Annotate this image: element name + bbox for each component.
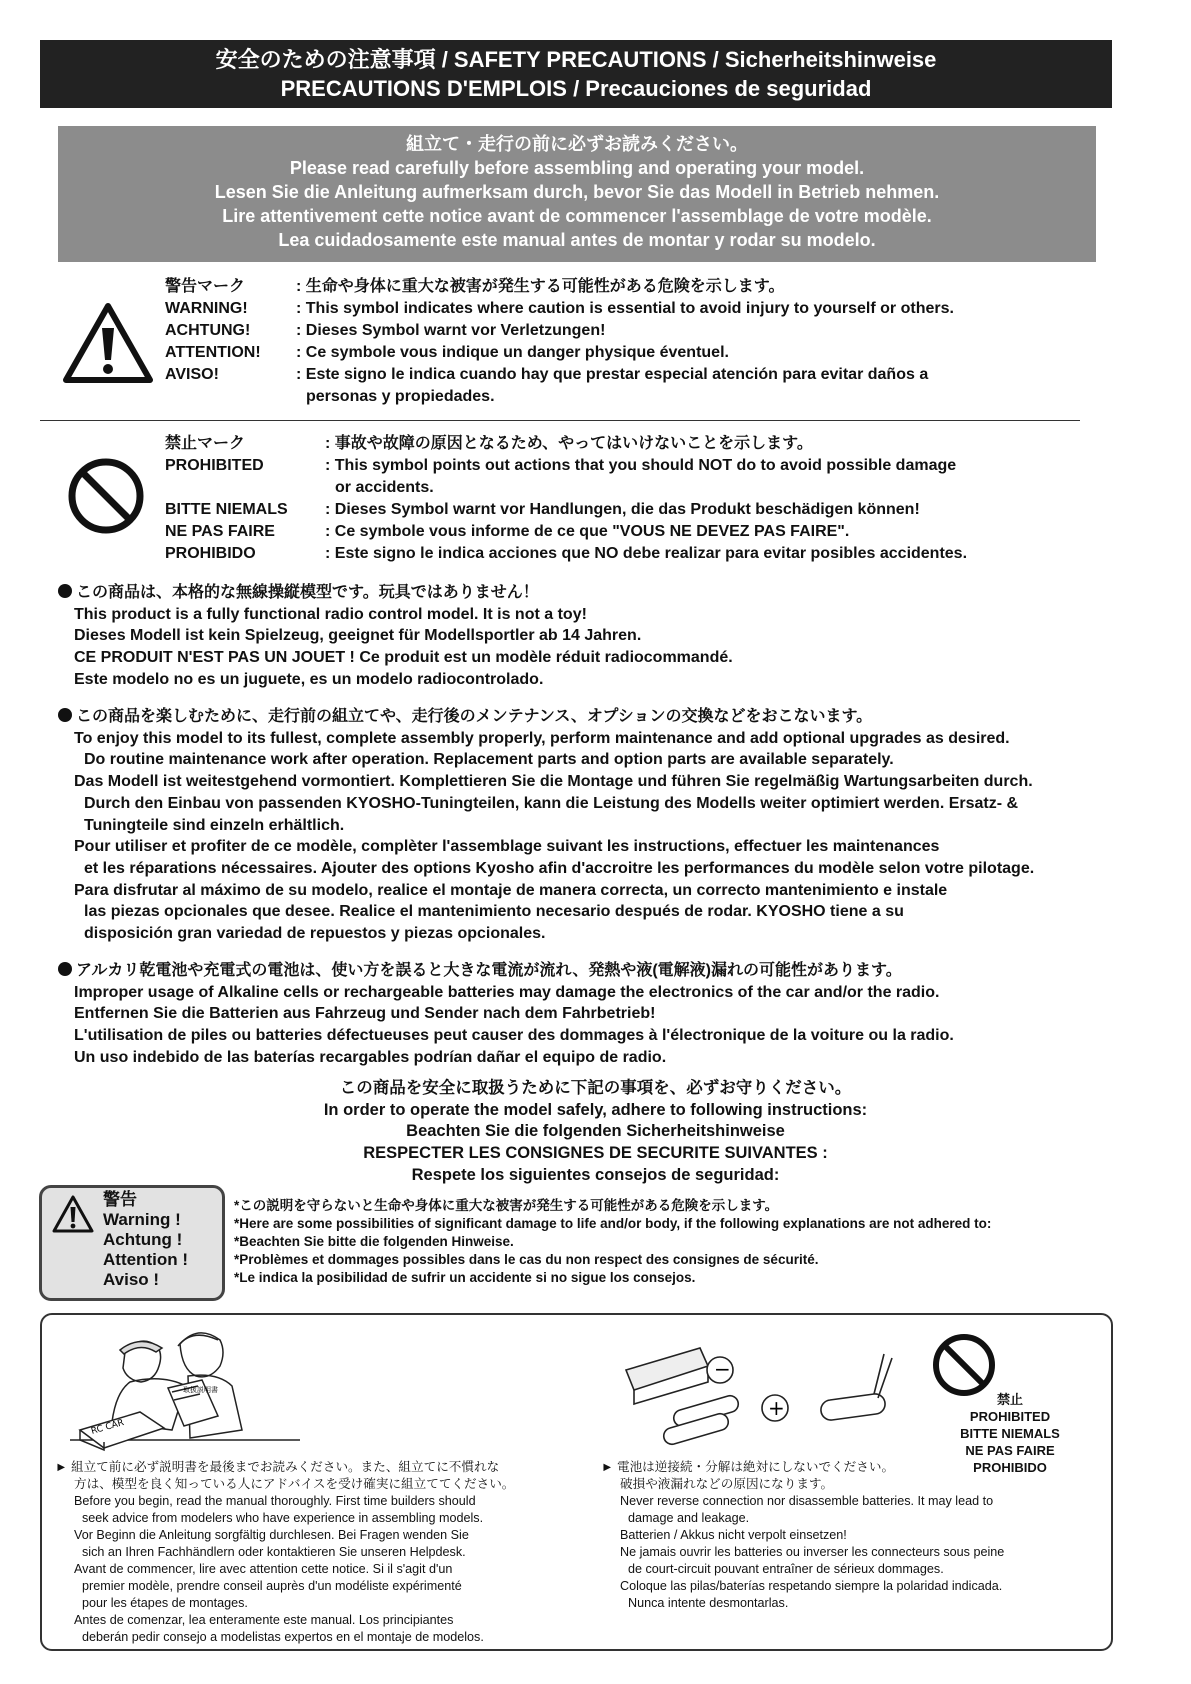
box-label: RC CAR xyxy=(90,1417,126,1437)
warning-mark-section xyxy=(0,276,1191,406)
bottom-right-line: Coloque las pilas/baterías respetando siempre la polaridad indicada. xyxy=(620,1579,1003,1593)
bullet-line: Pour utiliser et profiter de ce modèle, complèter l'assemblage suivant les instructions, effectuer les maintenances xyxy=(74,838,940,856)
instructions-line: この商品を安全に取扱うために下記の事項を、必ずお守りください。 xyxy=(339,1079,852,1097)
bottom-left-line: sich an Ihren Fachhändlern oder kontaktieren Sie unseren Helpdesk. xyxy=(82,1545,466,1559)
warning-box xyxy=(39,1185,225,1301)
prohibited-mark-section xyxy=(0,433,1191,563)
section-divider xyxy=(40,420,1080,421)
bullet-dot-icon xyxy=(58,584,72,598)
prohibited-label: 禁止マーク xyxy=(165,435,246,452)
warning-box-label: 警告 xyxy=(103,1190,137,1209)
warning-text: : Este signo le indica cuando hay que prestar especial atención para evitar daños a xyxy=(296,366,929,383)
bottom-left-line: premier modèle, prendre conseil auprès d'un modéliste expérimenté xyxy=(82,1579,462,1593)
bullet-line: アルカリ乾電池や充電式の電池は、使い方を誤ると大きな電流が流れ、発熱や液(電解液)漏れの可能性があります。 xyxy=(76,962,902,979)
bottom-right-line: Batterien / Akkus nicht verpolt einsetzen! xyxy=(620,1528,847,1542)
prohibited-text: : This symbol points out actions that you should NOT do to avoid possible damage xyxy=(325,457,957,474)
bullet-line: Das Modell ist weitestgehend vormontiert. Komplettieren Sie die Montage und führen Sie regelmäßig Wartungsarbeiten durch. xyxy=(74,773,1033,791)
bottom-right-line: Nunca intente desmontarlas. xyxy=(628,1596,789,1610)
bullet-line: Dieses Modell ist kein Spielzeug, geeignet für Modellsportler ab 14 Jahren. xyxy=(74,627,642,645)
prohibited-text: or accidents. xyxy=(335,479,434,496)
bullet-line: この商品を楽しむために、走行前の組立てや、走行後のメンテナンス、オプションの交換などをおこないます。 xyxy=(76,708,873,725)
bullet-line: las piezas opcionales que desee. Realice el mantenimiento necesario después de rodar. KYOSHO tiene a su xyxy=(84,903,904,921)
bullet-line: disposición gran variedad de repuestos y piezas opcionales. xyxy=(84,925,546,943)
bullet-line: Tuningteile sind einzeln erhältlich. xyxy=(84,816,345,834)
prohibited-label: PROHIBITED xyxy=(969,1409,1051,1424)
minus-sign: − xyxy=(714,1357,731,1381)
bullet-line: L'utilisation de piles ou batteries défectueuses peut causer des dommages à l'électronique de la voiture ou la radio. xyxy=(74,1027,954,1045)
warning-box-text: *Problèmes et dommages possibles dans le cas du non respect des consignes de sécurité. xyxy=(234,1252,819,1267)
warning-label: WARNING! xyxy=(165,300,248,317)
warning-label: ACHTUNG! xyxy=(165,322,251,339)
warning-text: personas y propiedades. xyxy=(306,388,495,405)
warning-box-label: Attention ! xyxy=(103,1250,188,1269)
instructions-line: Respete los siguientes consejos de seguridad: xyxy=(411,1165,780,1184)
bullet-line: CE PRODUIT N'EST PAS UN JOUET ! Ce produit est un modèle réduit radiocommandé. xyxy=(74,649,733,667)
bullet-line: この商品は、本格的な無線操縦模型です。玩具ではありません！ xyxy=(76,584,539,601)
arrow-right-icon: ► xyxy=(55,1460,68,1474)
bottom-left-line: deberán pedir consejo a modelistas expertos en el montaje de modelos. xyxy=(82,1630,484,1644)
intro-line: 組立て・走行の前に必ずお読みください。 xyxy=(406,134,748,154)
warning-triangle-icon xyxy=(51,1194,95,1234)
bullet-line: Entfernen Sie die Batterien aus Fahrzeug und Sender nach dem Fahrbetrieb! xyxy=(74,1005,656,1023)
warning-label: ATTENTION! xyxy=(165,344,261,361)
warning-box-text: *Le indica la posibilidad de sufrir un accidente si no sigue los consejos. xyxy=(234,1270,696,1285)
bullet-line: Este modelo no es un juguete, es un modelo radiocontrolado. xyxy=(74,670,544,688)
instructions-heading xyxy=(0,1078,1191,1187)
intro-line: Lesen Sie die Anleitung aufmerksam durch, bevor Sie das Modell in Betrieb nehmen. xyxy=(214,182,940,202)
bottom-right-line: Ne jamais ouvrir les batteries ou inverser les connecteurs sous peine xyxy=(620,1545,1005,1559)
prohibited-icon xyxy=(930,1331,998,1399)
bullet-not-a-toy xyxy=(58,582,733,691)
book-label: 取扱説明書 xyxy=(183,1386,218,1394)
prohibited-label: BITTE NIEMALS xyxy=(960,1426,1060,1441)
intro-line: Lire attentivement cette notice avant de commencer l'assemblage de votre modèle. xyxy=(222,206,932,226)
bullet-line: Do routine maintenance work after operation. Replacement parts and option parts are available separately. xyxy=(84,751,894,769)
warning-box-label: Aviso ! xyxy=(103,1270,160,1289)
bullet-line: et les réparations nécessaires. Ajouter des options Kyosho afin d'accroitre les performances du modèle selon votre pilotage. xyxy=(84,859,1035,877)
bottom-left-line: 方は、模型を良く知っている人にアドバイスを受け確実に組立ててください。 xyxy=(74,1477,515,1491)
title-line-1: 安全のための注意事項 / SAFETY PRECAUTIONS / Sicherheitshinweise xyxy=(215,47,937,72)
warning-label: AVISO! xyxy=(165,366,219,383)
prohibited-text: : Ce symbole vous informe de ce que "VOUS NE DEVEZ PAS FAIRE". xyxy=(325,523,850,540)
bottom-right-line: Never reverse connection nor disassemble batteries. It may lead to xyxy=(620,1494,994,1508)
prohibited-label: PROHIBIDO xyxy=(165,545,256,562)
bottom-left-text xyxy=(55,1459,514,1646)
warning-box-label: Warning ! xyxy=(103,1210,181,1229)
prohibited-text: : Dieses Symbol warnt vor Handlungen, die das Produkt beschädigen können! xyxy=(325,501,920,518)
bullet-dot-icon xyxy=(58,708,72,722)
plus-sign: + xyxy=(768,1396,785,1420)
bottom-left-line: seek advice from modelers who have experience in assembling models. xyxy=(82,1511,484,1525)
intro-line: Please read carefully before assembling and operating your model. xyxy=(289,158,865,178)
bottom-right-line: de court-circuit pouvant entraîner de sérieux dommages. xyxy=(628,1562,944,1576)
prohibited-label: PROHIBIDO xyxy=(973,1460,1047,1475)
bottom-right-line: 電池は逆接続・分解は絶対にしないでください。 xyxy=(616,1460,895,1474)
bottom-left-line: Avant de commencer, lire avec attention cette notice. Si il s'agit d'un xyxy=(74,1562,453,1576)
bullet-line: Durch den Einbau von passenden KYOSHO-Tuningteilen, kann die Leistung des Modells weiter optimiert werden. Ersatz- & xyxy=(84,794,1019,812)
warning-text: : Dieses Symbol warnt vor Verletzungen! xyxy=(296,322,606,339)
instructions-line: RESPECTER LES CONSIGNES DE SECURITE SUIVANTES : xyxy=(363,1144,828,1163)
bullet-maintenance xyxy=(58,706,1034,945)
prohibited-label: PROHIBITED xyxy=(165,457,264,474)
reading-manual-illustration xyxy=(70,1322,300,1454)
bullet-line: Para disfrutar al máximo de su modelo, realice el montaje de manera correcta, un correcto mantenimiento e instale xyxy=(74,881,948,899)
bullet-line: To enjoy this model to its fullest, complete assembly properly, perform maintenance and add optional upgrades as desired. xyxy=(74,729,1010,747)
instructions-line: Beachten Sie die folgenden Sicherheitshinweise xyxy=(406,1122,785,1141)
bullet-dot-icon xyxy=(58,962,72,976)
bottom-left-line: Vor Beginn die Anleitung sorgfältig durchlesen. Bei Fragen wenden Sie xyxy=(74,1528,469,1542)
warning-text: : Ce symbole vous indique un danger physique éventuel. xyxy=(296,344,729,361)
bottom-left-line: pour les étapes de montages. xyxy=(82,1596,248,1610)
intro-box xyxy=(58,126,1096,262)
warning-text: : 生命や身体に重大な被害が発生する可能性がある危険を示します。 xyxy=(296,278,785,295)
prohibited-text: : 事故や故障の原因となるため、やってはいけないことを示します。 xyxy=(325,435,813,452)
warning-box-label: Achtung ! xyxy=(103,1230,183,1249)
prohibited-label: NE PAS FAIRE xyxy=(165,523,275,540)
prohibited-label: 禁止 xyxy=(996,1392,1023,1407)
instructions-line: In order to operate the model safely, adhere to following instructions: xyxy=(323,1100,868,1119)
intro-line: Lea cuidadosamente este manual antes de montar y rodar su modelo. xyxy=(278,230,876,250)
prohibited-text: : Este signo le indica acciones que NO debe realizar para evitar posibles accidentes. xyxy=(325,545,968,562)
prohibited-label: NE PAS FAIRE xyxy=(965,1443,1055,1458)
warning-box-text: *Beachten Sie bitte die folgenden Hinweise. xyxy=(234,1234,514,1249)
warning-text: : This symbol indicates where caution is essential to avoid injury to yourself or others. xyxy=(296,300,954,317)
warning-box-text: *この説明を守らないと生命や身体に重大な被害が発生する可能性がある危険を示します。 xyxy=(234,1198,779,1213)
title-line-2: PRECAUTIONS D'EMPLOIS / Precauciones de seguridad xyxy=(280,76,872,101)
batteries-illustration xyxy=(620,1340,920,1458)
bullet-line: Improper usage of Alkaline cells or rechargeable batteries may damage the electronics of the car and/or the radio. xyxy=(74,983,940,1001)
bottom-left-line: 組立て前に必ず説明書を最後までお読みください。また、組立てに不慣れな xyxy=(70,1460,500,1474)
bottom-left-line: Before you begin, read the manual thoroughly. First time builders should xyxy=(74,1494,476,1508)
bottom-right-line: 破損や液漏れなどの原因になります。 xyxy=(620,1477,834,1491)
bottom-right-line: damage and leakage. xyxy=(628,1511,750,1525)
bottom-left-line: Antes de comenzar, lea enteramente este manual. Los principiantes xyxy=(74,1613,454,1627)
bullet-line: Un uso indebido de las baterías recargables podrían dañar el equipo de radio. xyxy=(74,1048,667,1066)
bullet-line: This product is a fully functional radio control model. It is not a toy! xyxy=(74,605,587,623)
bottom-right-text xyxy=(601,1459,1004,1612)
warning-box-text: *Here are some possibilities of significant damage to life and/or body, if the following explanations are not adhered to: xyxy=(234,1216,992,1231)
bullet-batteries xyxy=(58,960,954,1069)
prohibited-label: BITTE NIEMALS xyxy=(165,501,288,518)
title-bar xyxy=(40,40,1112,108)
warning-label: 警告マーク xyxy=(165,278,246,295)
arrow-right-icon: ► xyxy=(601,1460,614,1474)
